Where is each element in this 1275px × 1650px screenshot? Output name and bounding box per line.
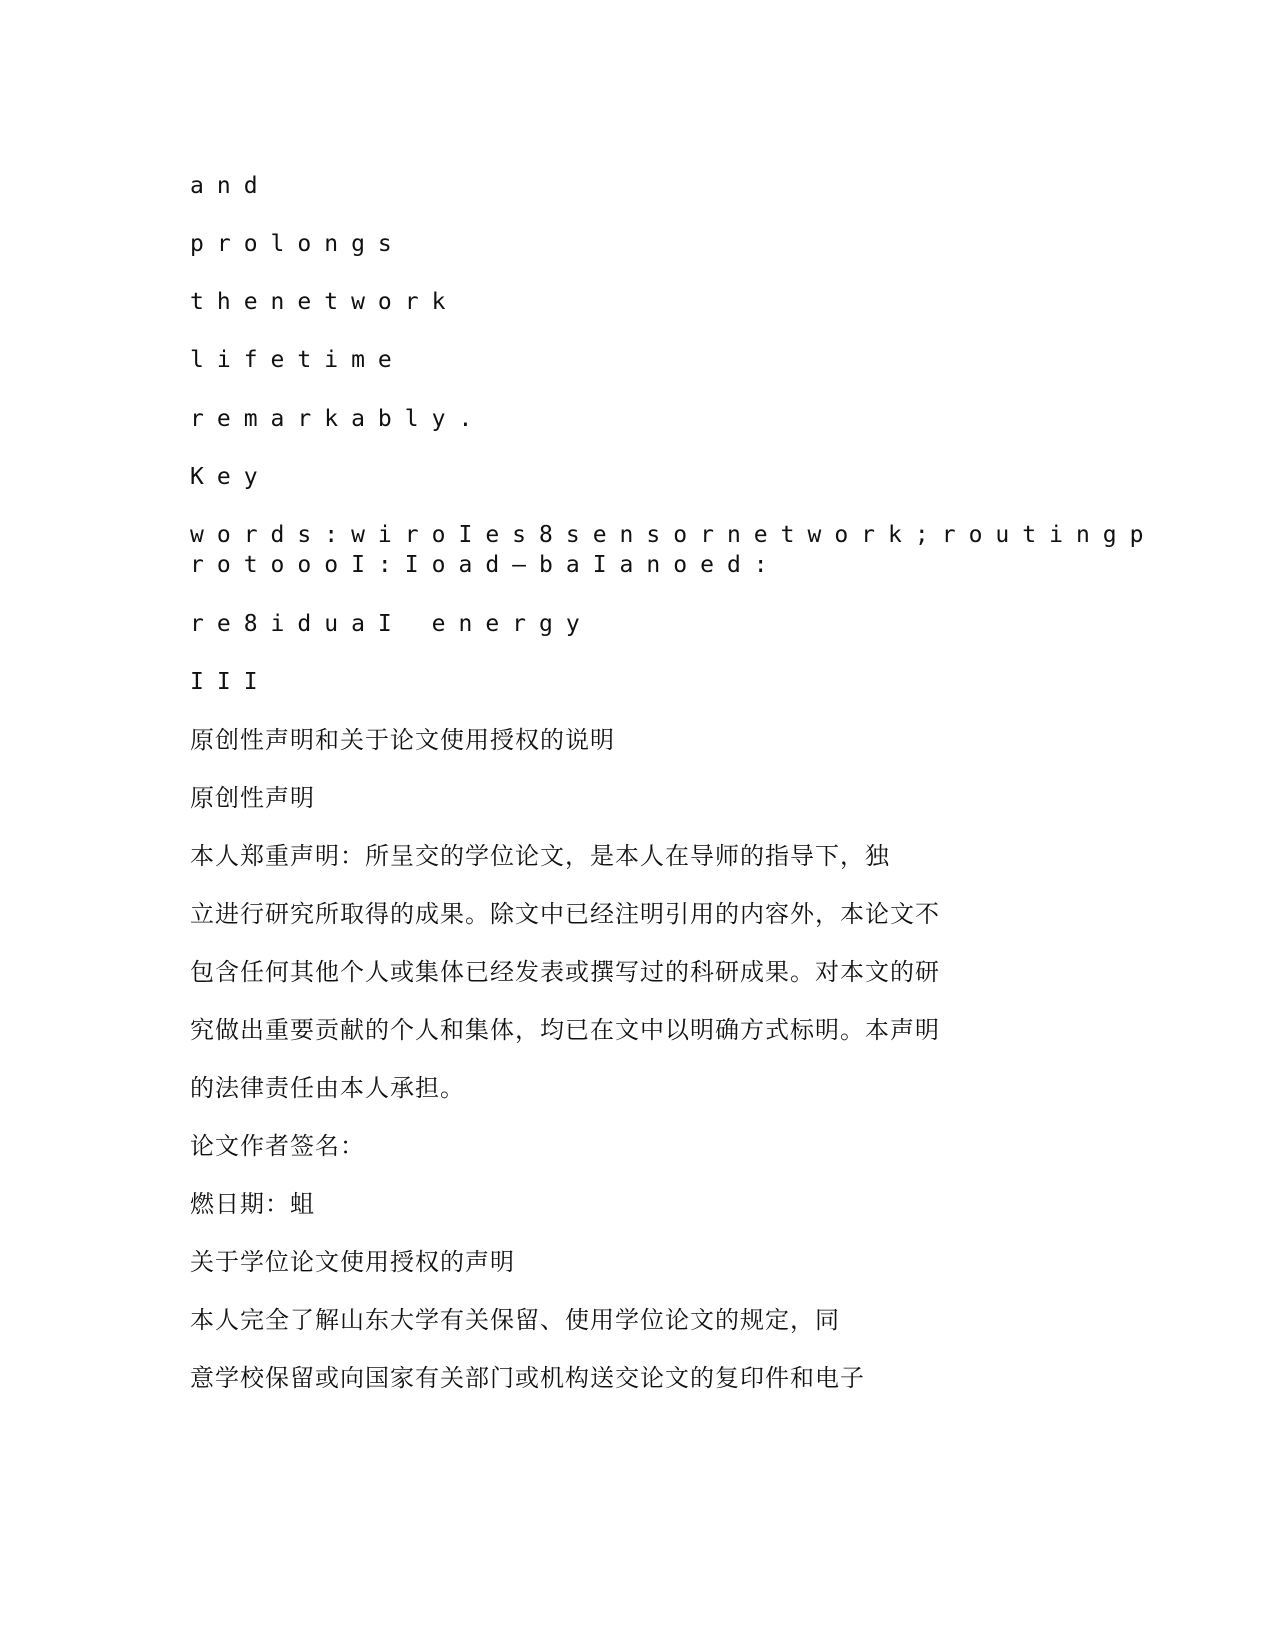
originality-body-line-4: 究做出重要贡献的个人和集体，均已在文中以明确方式标明。本声明 bbox=[190, 1016, 940, 1044]
keywords-line-1: words:wiroIes8sensornetwork;routingp bbox=[190, 522, 1157, 548]
keywords-line-2: rotoooI:Ioad—baIanoed: bbox=[190, 552, 781, 578]
keywords-line-3: re8iduaI energy bbox=[190, 611, 593, 637]
abstract-line-4: lifetime bbox=[190, 347, 405, 373]
abstract-line-3: thenetwork bbox=[190, 289, 459, 315]
authorization-body-line-2: 意学校保留或向国家有关部门或机构送交论文的复印件和电子 bbox=[190, 1364, 865, 1392]
authorization-body-line-1: 本人完全了解山东大学有关保留、使用学位论文的规定，同 bbox=[190, 1306, 840, 1334]
originality-body-line-2: 立进行研究所取得的成果。除文中已经注明引用的内容外，本论文不 bbox=[190, 900, 940, 928]
authorization-title: 关于学位论文使用授权的声明 bbox=[190, 1248, 515, 1276]
page-number: III bbox=[190, 669, 271, 695]
originality-title: 原创性声明 bbox=[190, 784, 315, 812]
date-line: 燃日期：蛆 bbox=[190, 1190, 315, 1218]
abstract-line-5: remarkably. bbox=[190, 406, 486, 432]
abstract-line-2: prolongs bbox=[190, 231, 405, 257]
originality-body-line-1: 本人郑重声明：所呈交的学位论文，是本人在导师的指导下，独 bbox=[190, 842, 890, 870]
author-signature-label: 论文作者签名： bbox=[190, 1132, 365, 1160]
originality-body-line-5: 的法律责任由本人承担。 bbox=[190, 1074, 465, 1102]
abstract-line-1: and bbox=[190, 173, 271, 199]
originality-body-line-3: 包含任何其他个人或集体已经发表或撰写过的科研成果。对本文的研 bbox=[190, 958, 940, 986]
keywords-label: Key bbox=[190, 464, 271, 490]
declaration-main-title: 原创性声明和关于论文使用授权的说明 bbox=[190, 726, 615, 754]
